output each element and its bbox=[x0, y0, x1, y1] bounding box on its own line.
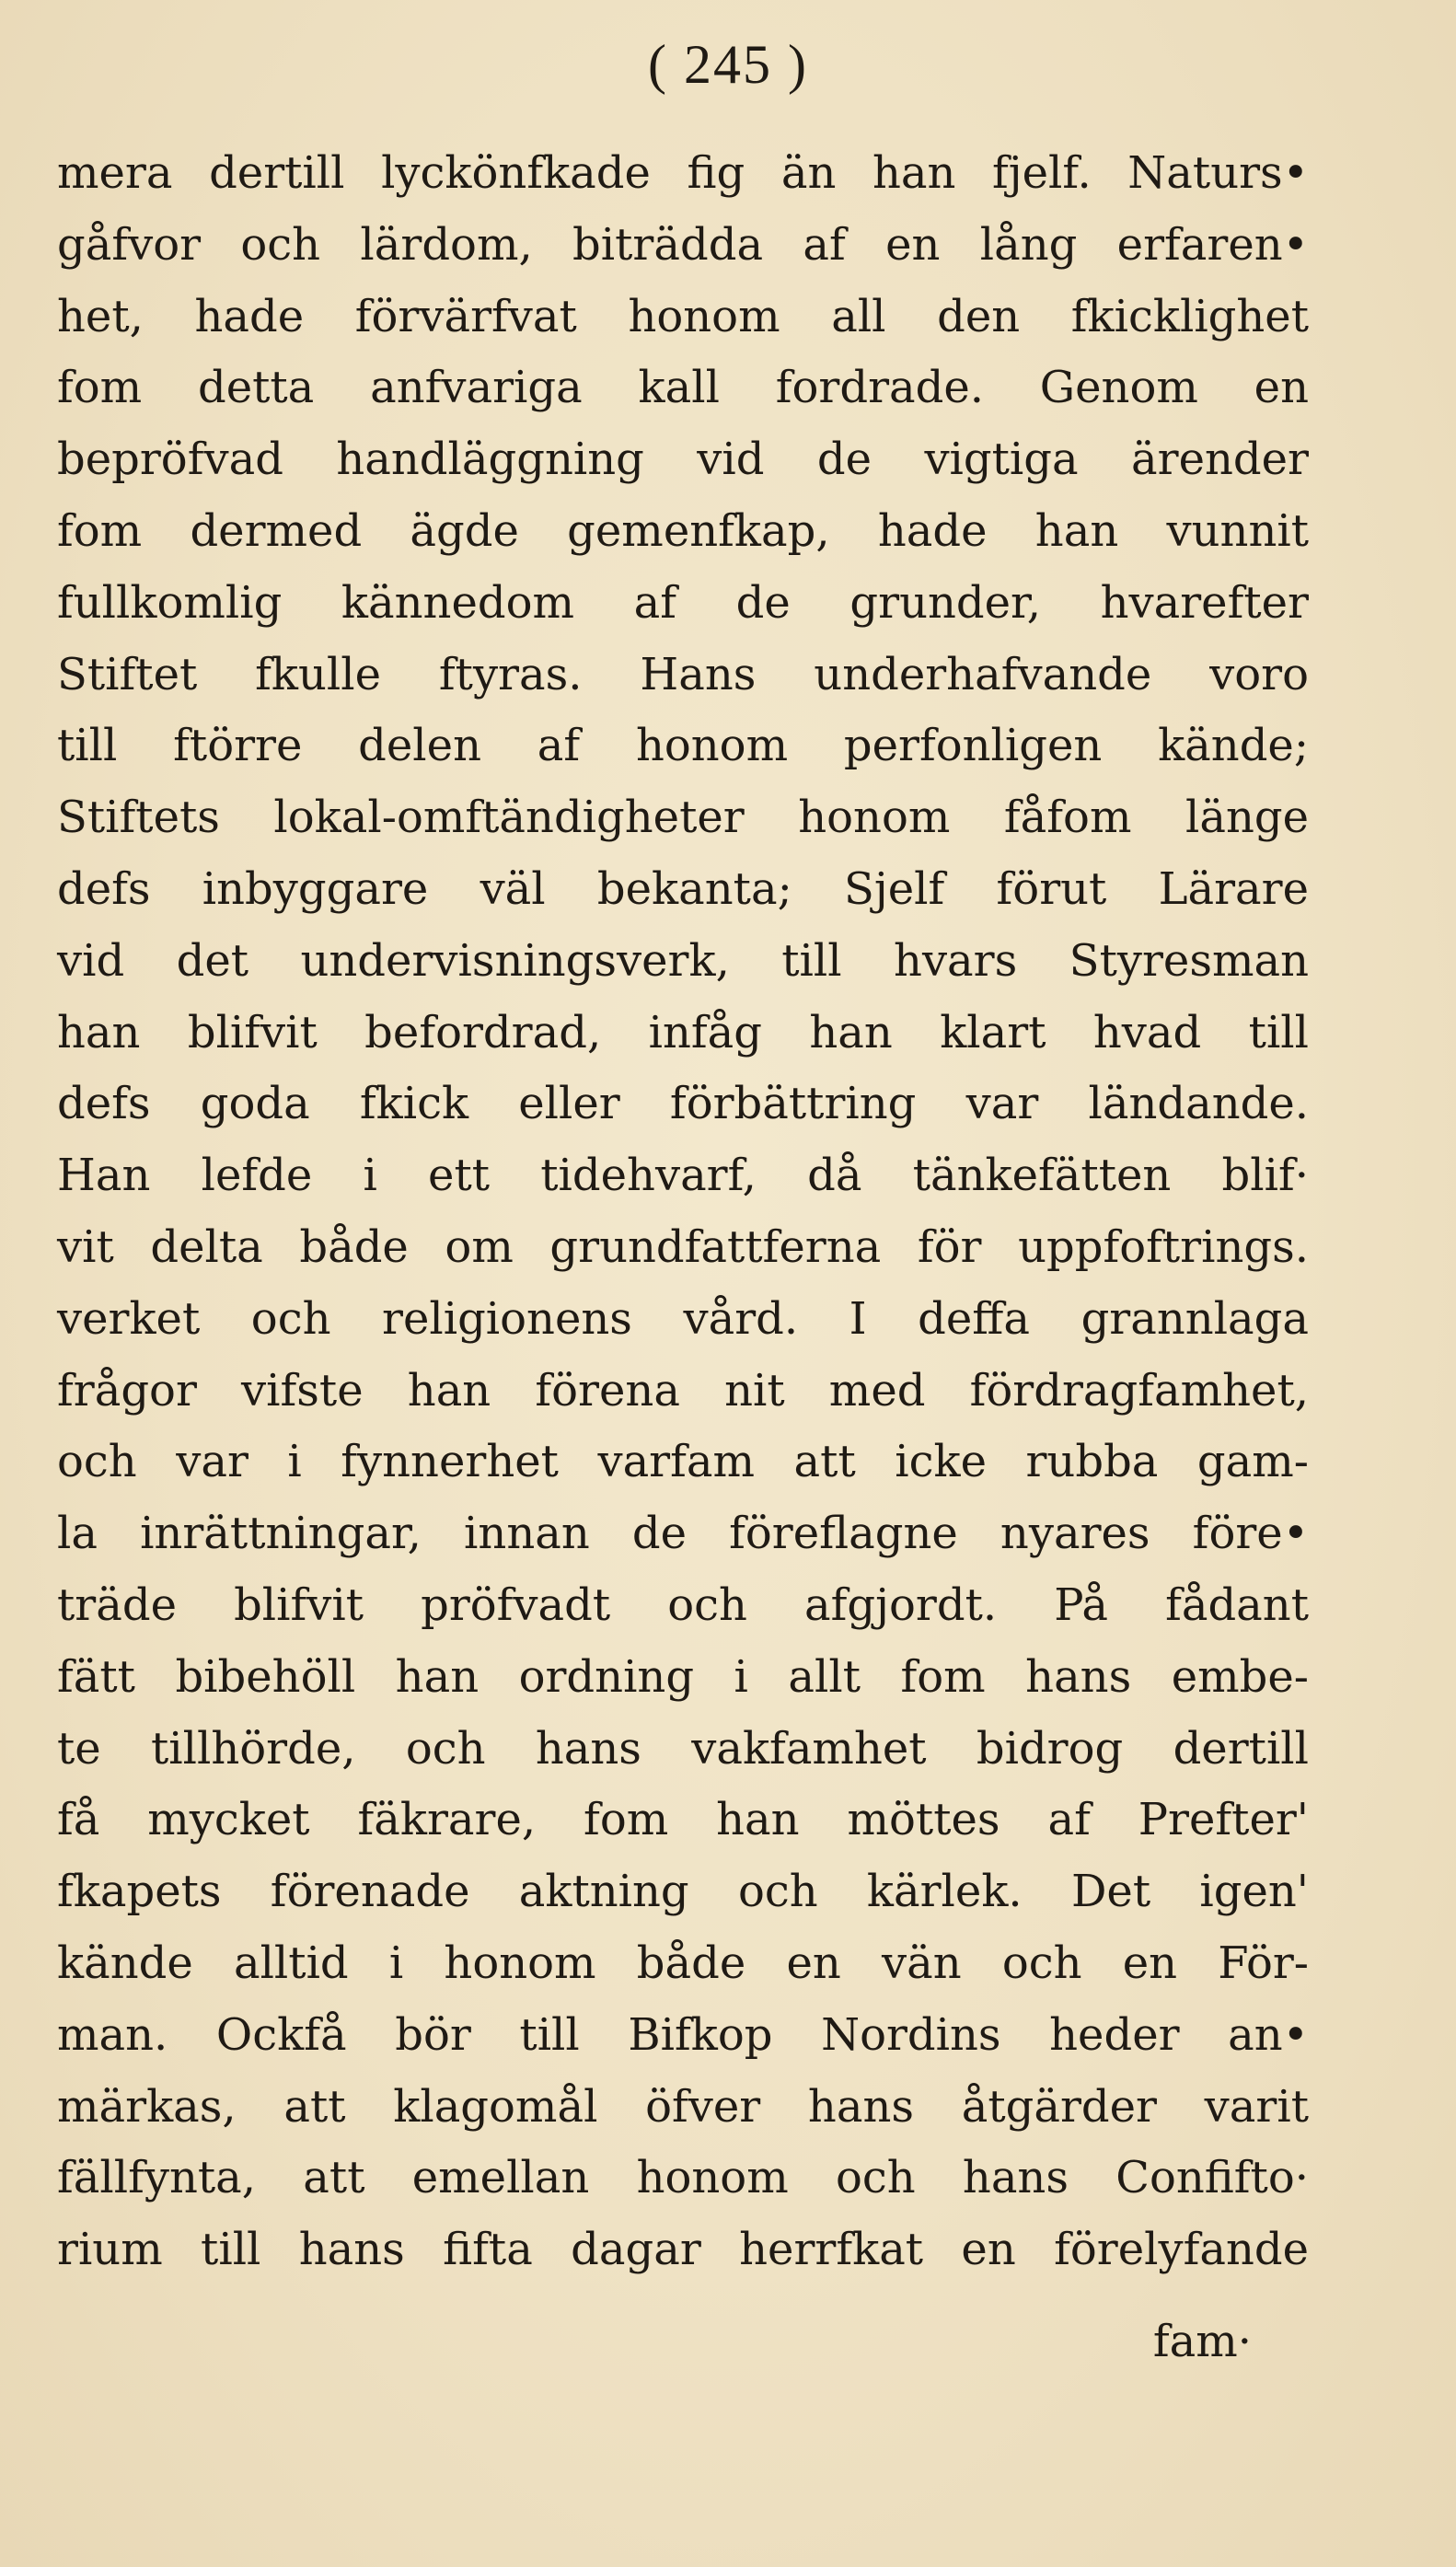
text-line: bepröfvad handläggning vid de vigtiga ärender bbox=[57, 434, 1309, 486]
text-line: han blifvit befordrad, infåg han klart hvad till bbox=[57, 1006, 1309, 1058]
text-line: mera dertill lyckönfkade fig än han fjelf. Naturs• bbox=[57, 147, 1309, 199]
text-line: och var i fynnerhet varfam att icke rubba gam- bbox=[57, 1436, 1309, 1488]
text-line: frågor vifste han förena nit med fördragfamhet, bbox=[57, 1364, 1309, 1416]
text-line: märkas, att klagomål öfver hans åtgärder varit bbox=[57, 2080, 1309, 2133]
text-line: man. Ockfå bör till Bifkop Nordins heder an• bbox=[57, 2008, 1309, 2061]
text-line: kände alltid i honom både en vän och en För- bbox=[57, 1937, 1309, 1989]
text-line: få mycket fäkrare, fom han möttes af Prefter' bbox=[57, 1794, 1309, 1846]
text-line: fällfynta, att emellan honom och hans Confifto· bbox=[57, 2152, 1309, 2204]
body-text bbox=[57, 138, 1309, 2286]
text-line: Stiftet fkulle ftyras. Hans underhafvande voro bbox=[57, 648, 1309, 700]
catchword: fam· bbox=[1152, 2316, 1252, 2367]
text-line: fom dermed ägde gemenfkap, hade han vunnit bbox=[57, 504, 1309, 557]
text-line: vid det undervisningsverk, till hvars Styresman bbox=[57, 934, 1309, 987]
text-line: la inrättningar, innan de föreflagne nyares före• bbox=[57, 1508, 1309, 1560]
text-line: fullkomlig kännedom af de grunder, hvarefter bbox=[57, 576, 1309, 629]
text-line: Han lefde i ett tidehvarf, då tänkefätten blif· bbox=[57, 1150, 1309, 1202]
text-line: verket och religionens vård. I deffa grannlaga bbox=[57, 1292, 1309, 1345]
text-line: till ftörre delen af honom perfonligen kände; bbox=[57, 720, 1309, 772]
text-line: defs inbyggare väl bekanta; Sjelf förut Lärare bbox=[57, 862, 1309, 915]
text-line: te tillhörde, och hans vakfamhet bidrog dertill bbox=[57, 1722, 1309, 1775]
text-line: het, hade förvärfvat honom all den fkicklighet bbox=[57, 290, 1309, 342]
text-line: fkapets förenade aktning och kärlek. Det igen' bbox=[57, 1866, 1309, 1918]
text-line: fätt bibehöll han ordning i allt fom hans embe- bbox=[57, 1650, 1309, 1703]
text-line: vit delta både om grundfattferna för uppfoftrings. bbox=[57, 1220, 1309, 1273]
text-line: träde blifvit pröfvadt och afgjordt. På fådant bbox=[57, 1578, 1309, 1631]
page-number: ( 245 ) bbox=[648, 34, 808, 95]
text-line: fom detta anfvariga kall fordrade. Genom en bbox=[57, 362, 1309, 414]
text-line: rium till hans fifta dagar herrfkat en förelyfande bbox=[57, 2224, 1309, 2276]
text-line: gåfvor och lärdom, biträdda af en lång erfaren• bbox=[57, 218, 1309, 271]
text-line: defs goda fkick eller förbättring var ländande. bbox=[57, 1078, 1309, 1130]
text-line: Stiftets lokal-omftändigheter honom fåfom länge bbox=[57, 792, 1309, 844]
